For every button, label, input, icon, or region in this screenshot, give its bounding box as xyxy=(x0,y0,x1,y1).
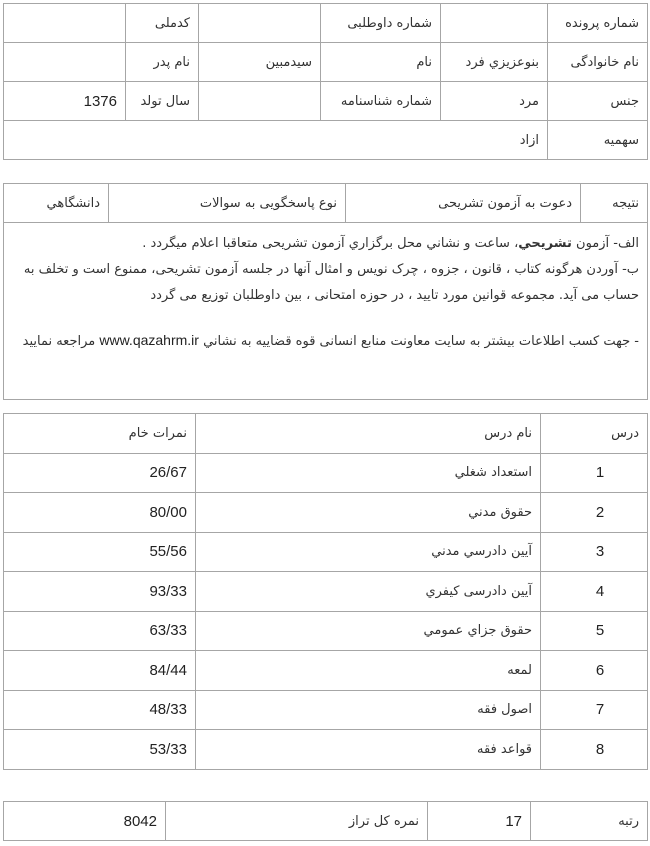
quota-label: سهمیه xyxy=(548,121,648,160)
last-name-label: نام خانوادگی xyxy=(548,43,648,82)
row-name: آیین دادرسی کیفري xyxy=(196,572,541,612)
last-name-value: بنوعزیزي فرد xyxy=(441,43,548,82)
national-code-value xyxy=(4,4,126,43)
table-row xyxy=(4,572,648,612)
table-row xyxy=(4,493,648,533)
note-a-prefix: الف- آزمون xyxy=(571,236,639,251)
header-name: نام درس xyxy=(196,414,541,454)
answer-type-value: دانشگاهي xyxy=(4,184,109,223)
header-raw: نمرات خام xyxy=(4,414,196,454)
file-number-label: شماره پرونده xyxy=(548,4,648,43)
note-a xyxy=(12,231,639,257)
row-name: آیین دادرسي مدني xyxy=(196,532,541,572)
note-b: ب- آوردن هرگونه کتاب ، قانون ، جزوه ، چرک نویس و امثال آنها در جلسه آزمون تشریحی، ممنوع است و تخلف به حساب می آید. مجموعه قوانین مورد تایید ، در حوزه امتحانی ، بین داوطلبان توزیع می گردد xyxy=(23,262,639,303)
scores-table xyxy=(3,413,648,770)
result-table xyxy=(3,183,648,400)
row-index: 3 xyxy=(541,532,648,572)
gender-label: جنس xyxy=(548,82,648,121)
table-row xyxy=(4,730,648,770)
table-row xyxy=(4,82,648,121)
row-raw: 55/56 xyxy=(4,532,196,572)
row-name: حقوق مدني xyxy=(196,493,541,533)
quota-value: ازاد xyxy=(4,121,548,160)
row-index: 1 xyxy=(541,453,648,493)
row-index: 6 xyxy=(541,651,648,691)
rank-label: رتبه xyxy=(531,802,648,841)
note-c-suffix: مراجعه نمایید xyxy=(22,334,100,349)
row-index: 5 xyxy=(541,611,648,651)
row-index: 4 xyxy=(541,572,648,612)
row-raw: 53/33 xyxy=(4,730,196,770)
rank-value: 17 xyxy=(428,802,531,841)
note-a-suffix: ، ساعت و نشاني محل برگزاري آزمون تشریحی متعاقبا اعلام میگردد . xyxy=(142,236,519,251)
table-row xyxy=(4,611,648,651)
first-name-value: سیدمبین xyxy=(199,43,321,82)
file-number-value xyxy=(441,4,548,43)
website-link[interactable]: www.qazahrm.ir xyxy=(99,332,199,348)
result-label: نتیجه xyxy=(581,184,648,223)
row-index: 8 xyxy=(541,730,648,770)
exam-notes xyxy=(4,223,648,400)
note-c xyxy=(12,327,639,355)
header-index: درس xyxy=(541,414,648,454)
father-name-label: نام پدر xyxy=(126,43,199,82)
national-code-label: کدملی xyxy=(126,4,199,43)
result-value: دعوت به آزمون تشریحی xyxy=(346,184,581,223)
total-score-value: 8042 xyxy=(4,802,166,841)
note-a-bold: تشریحي xyxy=(518,236,572,251)
applicant-number-label: شماره داوطلبی xyxy=(321,4,441,43)
father-name-value xyxy=(4,43,126,82)
row-raw: 26/67 xyxy=(4,453,196,493)
birth-year-value: 1376 xyxy=(4,82,126,121)
birth-year-label: سال تولد xyxy=(126,82,199,121)
row-name: حقوق جزاي عمومي xyxy=(196,611,541,651)
answer-type-label: نوع پاسخگویی به سوالات xyxy=(109,184,346,223)
row-raw: 63/33 xyxy=(4,611,196,651)
table-row xyxy=(4,184,648,223)
row-name: قواعد فقه xyxy=(196,730,541,770)
table-row xyxy=(4,532,648,572)
candidate-info-table xyxy=(3,3,648,160)
table-row xyxy=(4,651,648,691)
row-raw: 93/33 xyxy=(4,572,196,612)
table-row xyxy=(4,223,648,400)
first-name-label: نام xyxy=(321,43,441,82)
applicant-number-value xyxy=(199,4,321,43)
row-index: 2 xyxy=(541,493,648,533)
table-row xyxy=(4,690,648,730)
table-row xyxy=(4,453,648,493)
row-name: استعداد شغلي xyxy=(196,453,541,493)
total-score-label: نمره کل تراز xyxy=(166,802,428,841)
row-raw: 84/44 xyxy=(4,651,196,691)
table-row xyxy=(4,121,648,160)
table-row xyxy=(4,4,648,43)
row-raw: 80/00 xyxy=(4,493,196,533)
summary-table xyxy=(3,801,648,841)
table-row xyxy=(4,43,648,82)
row-name: لمعه xyxy=(196,651,541,691)
id-number-value xyxy=(199,82,321,121)
id-number-label: شماره شناسنامه xyxy=(321,82,441,121)
row-name: اصول فقه xyxy=(196,690,541,730)
row-index: 7 xyxy=(541,690,648,730)
gender-value: مرد xyxy=(441,82,548,121)
row-raw: 48/33 xyxy=(4,690,196,730)
note-c-prefix: - جهت کسب اطلاعات بیشتر به سایت معاونت منابع انسانی قوه قضاییه به نشاني xyxy=(198,334,639,349)
table-header-row xyxy=(4,414,648,454)
table-row xyxy=(4,802,648,841)
